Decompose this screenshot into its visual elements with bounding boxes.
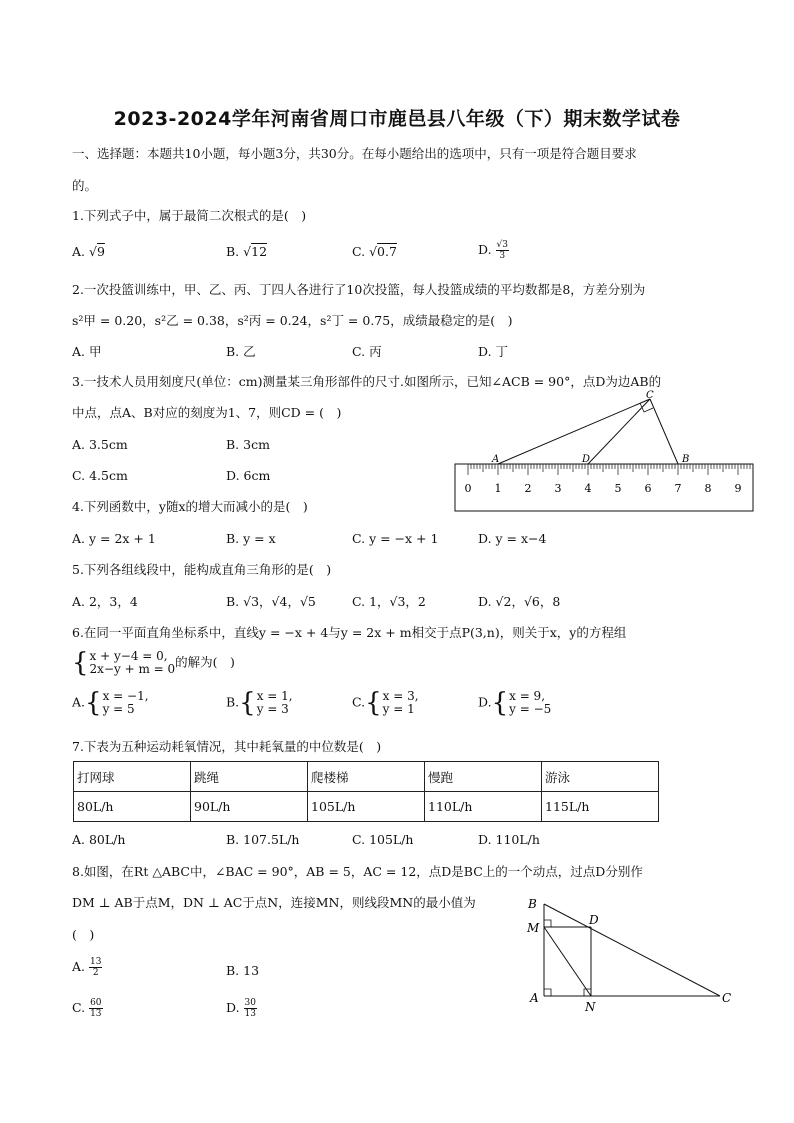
table-header-row xyxy=(74,762,659,792)
q7-option-b: B. 107.5L/h xyxy=(226,832,300,847)
q3-option-c: C. 4.5cm xyxy=(72,468,128,483)
q8-label-m: M xyxy=(527,921,540,935)
q1-option-b: B. √12 xyxy=(226,244,268,259)
q3-line1: 3.一技术人员用刻度尺(单位：cm)测量某三角形部件的尺寸.如图所示，已知∠ACB = 90°，点D为边AB的 xyxy=(72,374,662,389)
q3-label-a: A xyxy=(492,454,500,465)
q8-label-c: C xyxy=(722,991,732,1005)
table-header-cell: 爬楼梯 xyxy=(308,762,425,792)
exam-title: 2023-2024学年河南省周口市鹿邑县八年级（下）期末数学试卷 xyxy=(113,108,681,130)
q4-stem: 4.下列函数中，y随x的增大而减小的是( ) xyxy=(72,499,308,514)
q6-equation-system: { x + y−4 = 0, 2x−y + m = 0 xyxy=(72,648,176,678)
q8-option-a: A. $\frac{13}{2}$ xyxy=(72,957,102,978)
q7-option-d: D. 110L/h xyxy=(478,832,540,847)
q8-label-b: B xyxy=(528,897,537,911)
section-heading-line2: 的。 xyxy=(72,178,98,193)
ruler-number: 2 xyxy=(524,482,532,495)
q6-option-a: A.{ x = −1, y = 5 xyxy=(72,688,149,718)
q3-side-ac xyxy=(498,399,650,464)
q1-d-fraction: $\frac{√3}{3}$ xyxy=(496,240,509,261)
q3-side-cb xyxy=(650,399,678,464)
ruler-number: 1 xyxy=(494,482,502,495)
q3-label-c: C xyxy=(646,390,654,401)
section-heading-line1: 一、选择题：本题共10小题，每小题3分，共30分。在每小题给出的选项中，只有一项是符合题目要求 xyxy=(72,146,637,161)
q3-label-d: D xyxy=(582,454,591,465)
q3-ruler-ticks xyxy=(468,464,750,475)
q7-option-c: C. 105L/h xyxy=(352,832,414,847)
table-row xyxy=(74,792,659,822)
q2-option-a: A. 甲 xyxy=(72,344,102,359)
q6-system: { x + y−4 = 0, 2x−y + m = 0 的解为( ) xyxy=(72,648,235,678)
q6-line1: 6.在同一平面直角坐标系中，直线y = −x + 4与y = 2x + m相交于点P(3,n)，则关于x，y的方程组 xyxy=(72,625,627,640)
table-header-cell: 打网球 xyxy=(74,762,191,792)
q3-ruler-figure xyxy=(450,388,756,514)
q2-option-d: D. 丁 xyxy=(478,344,509,359)
q7-stem: 7.下表为五种运动耗氧情况，其中耗氧量的中位数是( ) xyxy=(72,739,382,754)
q3-ruler-numbers xyxy=(465,482,742,495)
ruler-number: 3 xyxy=(554,482,562,495)
q4-option-b: B. y = x xyxy=(226,531,276,546)
q8-label-d: D xyxy=(589,913,599,927)
q4-option-a: A. y = 2x + 1 xyxy=(72,531,156,546)
table-cell: 105L/h xyxy=(308,792,425,822)
q3-label-b: B xyxy=(682,454,690,465)
ruler-number: 7 xyxy=(674,482,682,495)
ruler-number: 6 xyxy=(644,482,652,495)
table-cell: 110L/h xyxy=(425,792,542,822)
q3-option-b: B. 3cm xyxy=(226,437,270,452)
q3-option-d: D. 6cm xyxy=(226,468,271,483)
q3-median-cd xyxy=(588,399,650,464)
q3-line2: 中点，点A、B对应的刻度为1、7，则CD = ( ) xyxy=(72,405,342,420)
q2-option-b: B. 乙 xyxy=(226,344,256,359)
table-header-cell: 慢跑 xyxy=(425,762,542,792)
q8-option-b: B. 13 xyxy=(226,963,260,978)
ruler-number: 5 xyxy=(614,482,622,495)
q8-line1: 8.如图，在Rt △ABC中，∠BAC = 90°，AB = 5，AC = 12，点D是BC上的一个动点，过点D分别作 xyxy=(72,864,643,879)
table-cell: 80L/h xyxy=(74,792,191,822)
q7-oxygen-table xyxy=(73,761,659,822)
q8-label-a: A xyxy=(530,991,539,1005)
q1-option-d: D. $\frac{√3}{3}$ xyxy=(478,240,509,261)
q4-option-d: D. y = x−4 xyxy=(478,531,547,546)
q6-option-b: B.{ x = 1, y = 3 xyxy=(226,688,293,718)
q8-segment-mn xyxy=(544,927,591,996)
q3-right-angle-mark xyxy=(640,403,653,412)
q2-option-c: C. 丙 xyxy=(352,344,382,359)
q5-option-d: D. √2，√6，8 xyxy=(478,594,561,609)
q8-option-d: D. $\frac{30}{13}$ xyxy=(226,998,256,1019)
q8-right-angle-a xyxy=(544,989,551,996)
q2-line1: 2.一次投篮训练中，甲、乙、丙、丁四人各进行了10次投篮，每人投篮成绩的平均数都是8，方差分别为 xyxy=(72,282,646,297)
q2-line2: s²甲 = 0.20，s²乙 = 0.38，s²丙 = 0.24，s²丁 = 0.75，成绩最稳定的是( ) xyxy=(72,313,513,328)
q8-option-c: C. $\frac{60}{13}$ xyxy=(72,998,102,1019)
q7-option-a: A. 80L/h xyxy=(72,832,126,847)
ruler-number: 4 xyxy=(584,482,592,495)
q1-option-a: A. √9 xyxy=(72,244,105,259)
q3-option-a: A. 3.5cm xyxy=(72,437,128,452)
q5-option-b: B. √3，√4，√5 xyxy=(226,594,316,609)
table-header-cell: 游泳 xyxy=(542,762,659,792)
q8-triangle-figure xyxy=(522,892,738,1016)
table-cell: 115L/h xyxy=(542,792,659,822)
ruler-number: 8 xyxy=(704,482,712,495)
q8-line3: ( ) xyxy=(72,927,95,942)
q5-option-c: C. 1，√3，2 xyxy=(352,594,426,609)
ruler-number: 0 xyxy=(464,482,472,495)
ruler-number: 9 xyxy=(734,482,742,495)
q4-option-c: C. y = −x + 1 xyxy=(352,531,439,546)
table-cell: 90L/h xyxy=(191,792,308,822)
q1-option-c: C. √0.7 xyxy=(352,244,397,259)
q6-option-c: C.{ x = 3, y = 1 xyxy=(352,688,419,718)
q1-stem: 1.下列式子中，属于最简二次根式的是( ) xyxy=(72,208,307,223)
q8-line2: DM ⊥ AB于点M，DN ⊥ AC于点N，连接MN，则线段MN的最小值为 xyxy=(72,895,476,910)
q5-stem: 5.下列各组线段中，能构成直角三角形的是( ) xyxy=(72,562,332,577)
q8-label-n: N xyxy=(585,1000,596,1014)
q5-option-a: A. 2，3，4 xyxy=(72,594,138,609)
q8-right-angle-m xyxy=(544,920,551,927)
q8-side-bc xyxy=(544,904,720,996)
table-header-cell: 跳绳 xyxy=(191,762,308,792)
q6-option-d: D.{ x = 9, y = −5 xyxy=(478,688,552,718)
